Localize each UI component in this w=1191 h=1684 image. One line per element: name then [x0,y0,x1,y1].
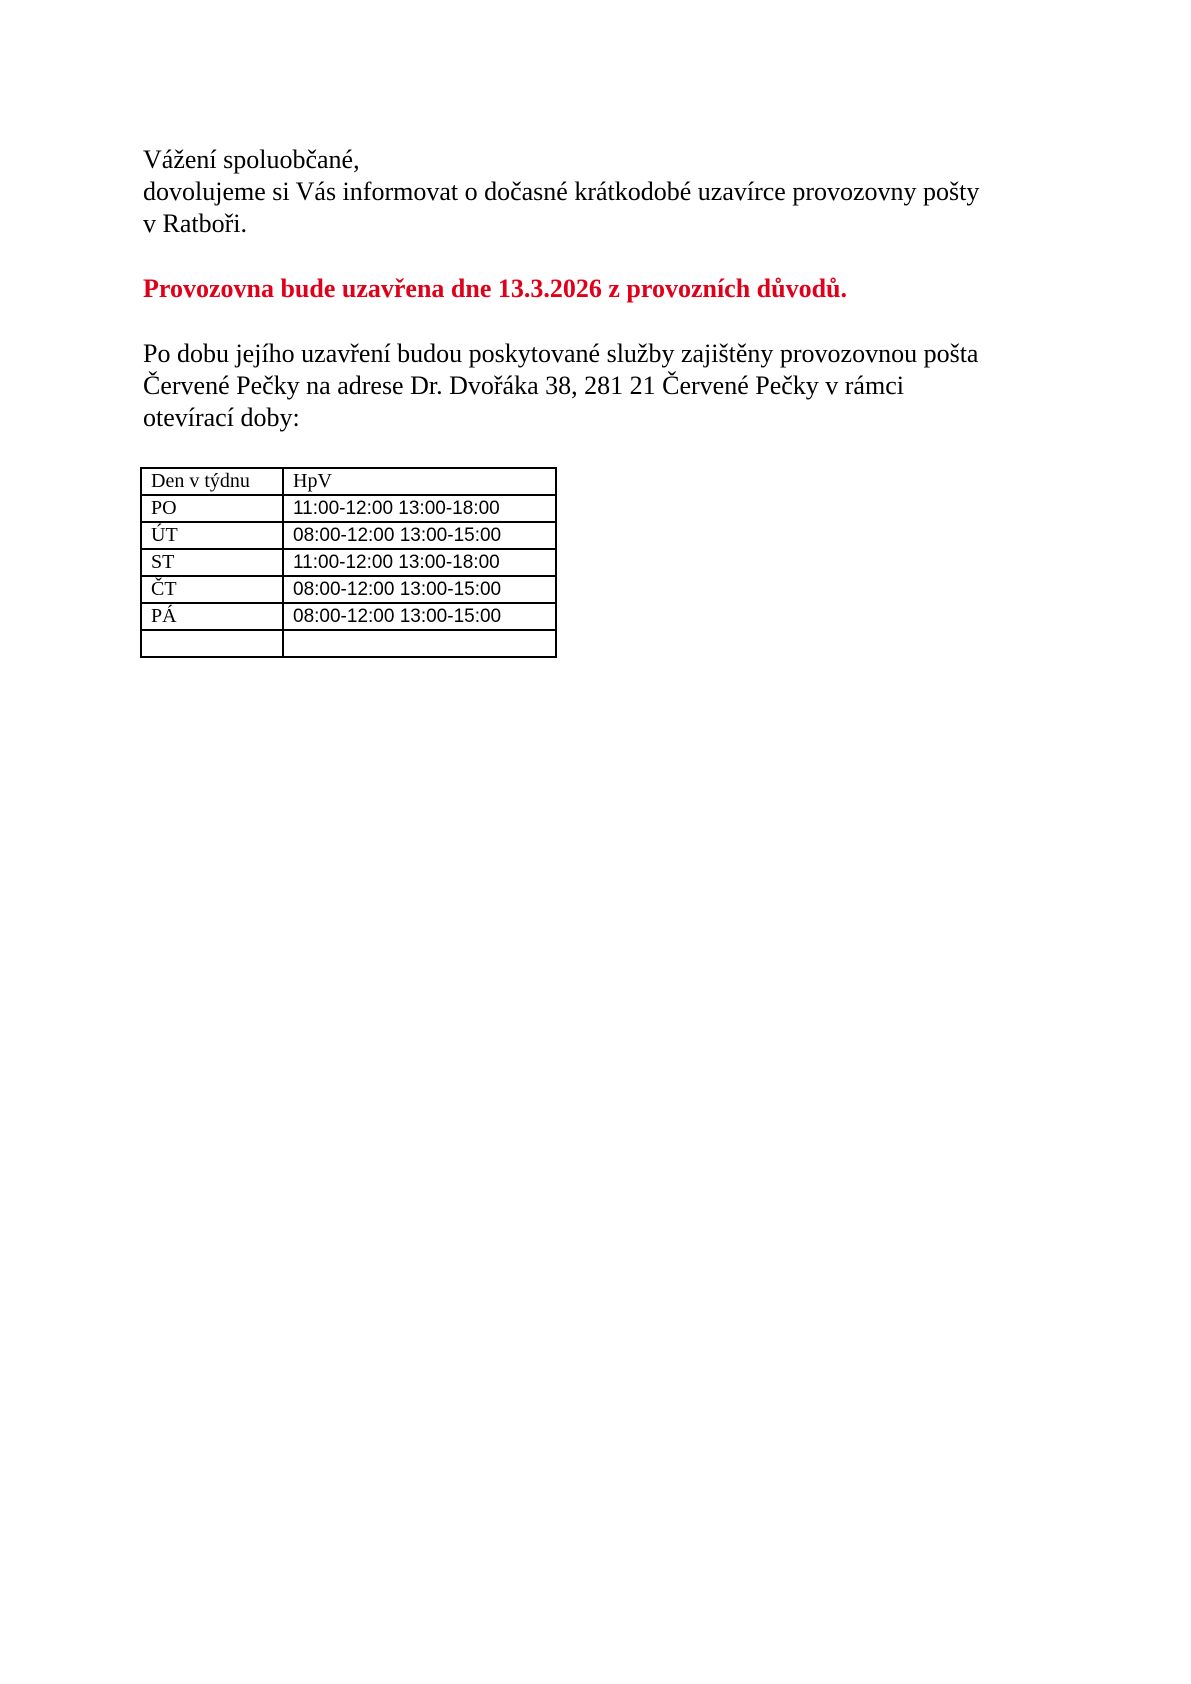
table-row [141,576,556,603]
header-hours: HpV [283,468,556,495]
table-row [141,603,556,630]
paragraph-line-3: otevírací doby: [143,403,300,432]
table-row [141,549,556,576]
header-day: Den v týdnu [141,468,283,495]
table-row [141,522,556,549]
day-cell [141,630,283,657]
paragraph-line-1: Po dobu jejího uzavření budou poskytované služby zajištěny provozovnou pošta [143,339,979,368]
intro-line-1: dovolujeme si Vás informovat o dočasné krátkodobé uzavírce provozovny pošty [143,177,980,206]
day-cell: PÁ [141,603,283,630]
hours-cell: 11:00-12:00 13:00-18:00 [283,549,556,576]
day-cell: PO [141,495,283,522]
hours-cell [283,630,556,657]
table-header-row [141,468,556,495]
closure-notice: Provozovna bude uzavřena dne 13.3.2026 z provozních důvodů. [143,274,848,303]
greeting: Vážení spoluobčané, [143,145,360,174]
hours-cell: 08:00-12:00 13:00-15:00 [283,522,556,549]
hours-cell: 11:00-12:00 13:00-18:00 [283,495,556,522]
table-row-empty [141,630,556,657]
intro-line-2: v Ratboři. [143,209,247,238]
day-cell: ÚT [141,522,283,549]
hours-cell: 08:00-12:00 13:00-15:00 [283,603,556,630]
paragraph-line-2: Červené Pečky na adrese Dr. Dvořáka 38, 281 21 Červené Pečky v rámci [143,371,904,400]
day-cell: ST [141,549,283,576]
hours-cell: 08:00-12:00 13:00-15:00 [283,576,556,603]
day-cell: ČT [141,576,283,603]
opening-hours-table [140,467,557,658]
table-row [141,495,556,522]
